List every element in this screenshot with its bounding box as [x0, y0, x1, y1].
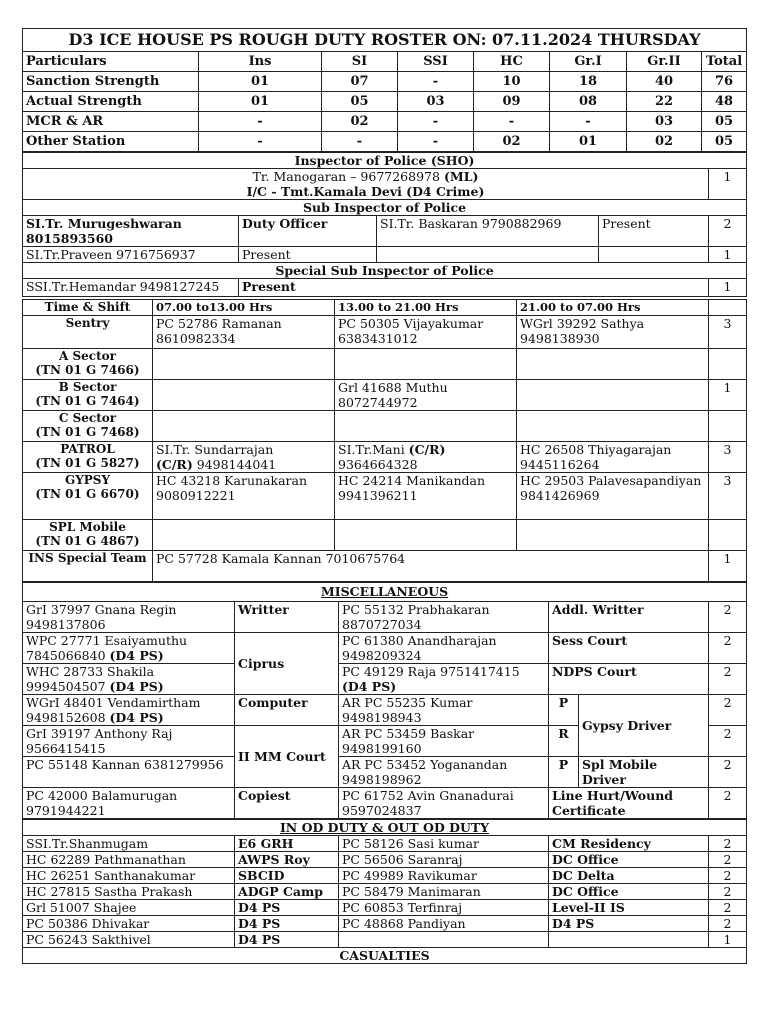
strength-header: Particulars	[23, 52, 199, 72]
ssi-name: SSI.Tr.Hemandar 9498127245	[23, 279, 239, 297]
od-duty: D4 PS	[235, 932, 339, 948]
shift-table	[22, 299, 747, 582]
misc-tag: (D4 PS)	[109, 648, 164, 663]
od-cell: HC 26251 Santhanakumar	[23, 868, 235, 884]
ssi-heading: Special Sub Inspector of Police	[23, 263, 747, 279]
shift-count: 3	[709, 442, 747, 473]
misc-heading: MISCELLANEOUS	[23, 583, 747, 602]
od-cell: PC 49989 Ravikumar	[339, 868, 549, 884]
misc-cell: AR PC 53452 Yoganandan 9498198962	[339, 757, 549, 788]
sector-vehicle: (TN 01 G 7468)	[35, 425, 140, 439]
sho-cell	[23, 169, 709, 200]
sector-vehicle: (TN 01 G 7464)	[35, 394, 140, 408]
shift-label	[23, 520, 153, 551]
spl-mobile-vehicle: (TN 01 G 4867)	[35, 534, 140, 548]
misc-duty: Line Hurt/Wound Certificate	[549, 788, 709, 819]
shift-cell: HC 26508 Thiyagarajan 9445116264	[517, 442, 709, 473]
patrol-vehicle: (TN 01 G 5827)	[35, 456, 140, 470]
misc-cell	[23, 633, 235, 664]
personnel-table	[22, 152, 747, 297]
misc-count: 2	[709, 726, 747, 757]
si-status: Present	[239, 247, 377, 263]
si-status: Present	[599, 216, 709, 247]
shift-cell: PC 50305 Vijayakumar 6383431012	[335, 316, 517, 349]
od-row	[23, 884, 747, 900]
od-cell: Grl 51007 Shajee	[23, 900, 235, 916]
od-cell: PC 56243 Sakthivel	[23, 932, 235, 948]
misc-cell: GrI 39197 Anthony Raj 9566415415	[23, 726, 235, 757]
misc-duty-letter: P	[549, 695, 579, 726]
strength-cell: 07	[322, 72, 398, 92]
od-duty: SBCID	[235, 868, 339, 884]
shift-row-a-sector	[23, 349, 747, 380]
empty-cell	[709, 520, 747, 551]
strength-cell: 10	[474, 72, 550, 92]
misc-table	[22, 582, 747, 819]
officer-name: SI.Tr.Mani	[338, 442, 405, 457]
strength-header: Ins	[199, 52, 322, 72]
od-row	[23, 916, 747, 932]
od-cell: HC 27815 Sastha Prakash	[23, 884, 235, 900]
officer-phone: 9364664328	[338, 457, 418, 472]
misc-duty: NDPS Court	[549, 664, 709, 695]
strength-header: HC	[474, 52, 550, 72]
shift-header: 21.00 to 07.00 Hrs	[517, 300, 709, 316]
empty-cell	[335, 411, 517, 442]
spl-mobile-name: SPL Mobile	[49, 520, 126, 534]
si-row	[23, 216, 747, 247]
od-count: 2	[709, 900, 747, 916]
shift-cell	[153, 442, 335, 473]
empty-cell	[517, 380, 709, 411]
shift-cell	[335, 442, 517, 473]
strength-cell: Other Station	[23, 132, 199, 152]
od-duty: CM Residency	[549, 836, 709, 852]
misc-tag: (D4 PS)	[342, 679, 397, 694]
strength-cell: 02	[474, 132, 550, 152]
od-heading: IN OD DUTY & OUT OD DUTY	[23, 820, 747, 836]
misc-row	[23, 788, 747, 819]
misc-cell: PC 42000 Balamurugan 9791944221	[23, 788, 235, 819]
misc-tag: (D4 PS)	[109, 710, 164, 725]
strength-cell: 02	[627, 132, 702, 152]
od-duty: DC Office	[549, 884, 709, 900]
shift-header: 13.00 to 21.00 Hrs	[335, 300, 517, 316]
od-row	[23, 868, 747, 884]
duty-roster	[22, 28, 746, 964]
misc-cell: PC 61752 Avin Gnanadurai 9597024837	[339, 788, 549, 819]
shift-cell: PC 52786 Ramanan 8610982334	[153, 316, 335, 349]
strength-cell: 05	[702, 112, 747, 132]
shift-row-patrol	[23, 442, 747, 473]
sho-row	[23, 169, 747, 200]
strength-header-row	[23, 52, 747, 72]
roster-title: D3 ICE HOUSE PS ROUGH DUTY ROSTER ON: 07.11.2024 THURSDAY	[23, 29, 747, 52]
si-name: SI.Tr. Murugeshwaran 8015893560	[23, 216, 239, 247]
misc-count: 2	[709, 664, 747, 695]
od-cell: SSI.Tr.Shanmugam	[23, 836, 235, 852]
ssi-status: Present	[239, 279, 709, 297]
empty-cell	[153, 411, 335, 442]
misc-name: WHC 28733 Shakila 9994504507	[26, 664, 155, 694]
officer-phone: 9498144041	[196, 457, 277, 472]
si-count: 1	[709, 247, 747, 263]
misc-cell: GrI 37997 Gnana Regin 9498137806	[23, 602, 235, 633]
strength-cell: -	[398, 72, 474, 92]
sector-vehicle: (TN 01 G 7466)	[35, 363, 140, 377]
od-cell: PC 56506 Saranraj	[339, 852, 549, 868]
shift-count: 3	[709, 473, 747, 520]
shift-cell: HC 29503 Palavesapandiyan 9841426969	[517, 473, 709, 520]
strength-cell: 05	[702, 132, 747, 152]
misc-row	[23, 633, 747, 664]
si-role: Duty Officer	[239, 216, 377, 247]
od-count: 2	[709, 836, 747, 852]
misc-duty: Gypsy Driver	[579, 695, 709, 757]
od-cell	[339, 932, 549, 948]
misc-count: 2	[709, 695, 747, 726]
shift-header: 07.00 to13.00 Hrs	[153, 300, 335, 316]
strength-header: SI	[322, 52, 398, 72]
shift-row-ins-special	[23, 551, 747, 582]
strength-cell: 22	[627, 92, 702, 112]
od-duty: D4 PS	[235, 916, 339, 932]
empty-cell	[517, 520, 709, 551]
misc-cell: AR PC 53459 Baskar 9498199160	[339, 726, 549, 757]
od-duty	[549, 932, 709, 948]
shift-cell: HC 43218 Karunakaran 9080912221	[153, 473, 335, 520]
od-duty: DC Delta	[549, 868, 709, 884]
empty-cell	[517, 411, 709, 442]
strength-cell: 05	[322, 92, 398, 112]
shift-row-c-sector	[23, 411, 747, 442]
si-name: SI.Tr.Praveen 9716756937	[23, 247, 239, 263]
shift-label	[23, 473, 153, 520]
od-duty: E6 GRH	[235, 836, 339, 852]
misc-count: 2	[709, 633, 747, 664]
strength-row	[23, 72, 747, 92]
strength-cell: 02	[322, 112, 398, 132]
strength-cell: Sanction Strength	[23, 72, 199, 92]
strength-header: Total	[702, 52, 747, 72]
empty-cell	[335, 520, 517, 551]
misc-cell	[23, 664, 235, 695]
od-duty: D4 PS	[235, 900, 339, 916]
sector-name: B Sector	[58, 380, 117, 394]
sho-count: 1	[709, 169, 747, 200]
od-row	[23, 836, 747, 852]
strength-cell: 03	[627, 112, 702, 132]
strength-cell: 09	[474, 92, 550, 112]
empty-cell	[709, 300, 747, 316]
shift-label	[23, 380, 153, 411]
od-cell: PC 48868 Pandiyan	[339, 916, 549, 932]
od-row	[23, 852, 747, 868]
misc-duty-letter: R	[549, 726, 579, 757]
empty-cell	[517, 349, 709, 380]
empty-cell	[599, 247, 709, 263]
casualties-heading: CASUALTIES	[23, 948, 747, 964]
strength-row	[23, 92, 747, 112]
patrol-name: PATROL	[60, 442, 115, 456]
shift-cell: WGrl 39292 Sathya 9498138930	[517, 316, 709, 349]
strength-row	[23, 132, 747, 152]
misc-duty: Writter	[235, 602, 339, 633]
strength-cell: -	[199, 132, 322, 152]
shift-cell: Grl 41688 Muthu 8072744972	[335, 380, 517, 411]
od-cell: PC 50386 Dhivakar	[23, 916, 235, 932]
misc-cell: PC 55148 Kannan 6381279956	[23, 757, 235, 788]
sho-leave-tag: (ML)	[443, 169, 479, 184]
od-count: 2	[709, 884, 747, 900]
shift-header-row	[23, 300, 747, 316]
strength-cell: 08	[550, 92, 627, 112]
shift-row-sentry	[23, 316, 747, 349]
officer-tag: (C/R)	[156, 457, 193, 472]
misc-name: PC 49129 Raja 9751417415	[342, 664, 520, 679]
shift-count: 1	[709, 551, 747, 582]
misc-count: 2	[709, 602, 747, 633]
strength-table	[22, 28, 747, 152]
strength-cell: -	[474, 112, 550, 132]
strength-header: Gr.II	[627, 52, 702, 72]
od-cell: HC 62289 Pathmanathan	[23, 852, 235, 868]
shift-label: INS Special Team	[23, 551, 153, 582]
strength-cell: 48	[702, 92, 747, 112]
misc-duty: Copiest	[235, 788, 339, 819]
misc-cell	[339, 664, 549, 695]
strength-cell: 40	[627, 72, 702, 92]
od-duty: ADGP Camp	[235, 884, 339, 900]
strength-header: SSI	[398, 52, 474, 72]
strength-cell: -	[398, 132, 474, 152]
strength-cell: 03	[398, 92, 474, 112]
od-duty: D4 PS	[549, 916, 709, 932]
strength-cell: Actual Strength	[23, 92, 199, 112]
od-row	[23, 932, 747, 948]
gypsy-vehicle: (TN 01 G 6670)	[35, 487, 140, 501]
shift-cell: HC 24214 Manikandan 9941396211	[335, 473, 517, 520]
sho-heading: Inspector of Police (SHO)	[23, 153, 747, 169]
empty-cell	[153, 520, 335, 551]
empty-cell	[709, 411, 747, 442]
empty-cell	[377, 247, 599, 263]
shift-count: 3	[709, 316, 747, 349]
od-duty: DC Office	[549, 852, 709, 868]
misc-cell: AR PC 55235 Kumar 9498198943	[339, 695, 549, 726]
shift-label	[23, 411, 153, 442]
ssi-count: 1	[709, 279, 747, 297]
sho-name: Tr. Manogaran – 9677268978	[252, 169, 440, 184]
misc-row	[23, 757, 747, 788]
strength-cell: -	[398, 112, 474, 132]
misc-count: 2	[709, 757, 747, 788]
si-heading: Sub Inspector of Police	[23, 200, 747, 216]
misc-cell: PC 61380 Anandharajan 9498209324	[339, 633, 549, 664]
officer-name: SI.Tr. Sundarrajan	[156, 442, 274, 457]
shift-count: 1	[709, 380, 747, 411]
shift-label	[23, 442, 153, 473]
misc-duty-letter: P	[549, 757, 579, 788]
od-table	[22, 819, 747, 964]
shift-header: Time & Shift	[23, 300, 153, 316]
misc-duty: Computer	[235, 695, 339, 726]
misc-name: WGrI 48401 Vendamirtham 9498152608	[26, 695, 201, 725]
si-row	[23, 247, 747, 263]
misc-tag: (D4 PS)	[109, 679, 164, 694]
strength-row	[23, 112, 747, 132]
misc-duty: Spl Mobile Driver	[579, 757, 709, 788]
shift-label: Sentry	[23, 316, 153, 349]
od-row	[23, 900, 747, 916]
misc-row	[23, 664, 747, 695]
od-count: 2	[709, 852, 747, 868]
gypsy-name: GYPSY	[64, 473, 111, 487]
misc-cell: PC 55132 Prabhakaran 8870727034	[339, 602, 549, 633]
misc-name: WPC 27771 Esaiyamuthu 7845066840	[26, 633, 188, 663]
empty-cell	[153, 380, 335, 411]
od-cell: PC 60853 Terfinraj	[339, 900, 549, 916]
strength-cell: -	[322, 132, 398, 152]
shift-label	[23, 349, 153, 380]
shift-row-spl-mobile	[23, 520, 747, 551]
misc-row	[23, 695, 747, 726]
empty-cell	[335, 349, 517, 380]
shift-row-gypsy	[23, 473, 747, 520]
ssi-row	[23, 279, 747, 297]
od-duty: AWPS Roy	[235, 852, 339, 868]
strength-cell: 76	[702, 72, 747, 92]
si-name-2: SI.Tr. Baskaran 9790882969	[377, 216, 599, 247]
od-cell: PC 58126 Sasi kumar	[339, 836, 549, 852]
strength-cell: MCR & AR	[23, 112, 199, 132]
od-count: 2	[709, 868, 747, 884]
od-duty: Level-II IS	[549, 900, 709, 916]
empty-cell	[709, 349, 747, 380]
od-count: 1	[709, 932, 747, 948]
strength-cell: -	[199, 112, 322, 132]
strength-cell: 18	[550, 72, 627, 92]
misc-row	[23, 602, 747, 633]
strength-cell: 01	[199, 72, 322, 92]
od-cell: PC 58479 Manimaran	[339, 884, 549, 900]
officer-tag: (C/R)	[408, 442, 446, 457]
empty-cell	[153, 349, 335, 380]
od-count: 2	[709, 916, 747, 932]
si-count: 2	[709, 216, 747, 247]
strength-header: Gr.I	[550, 52, 627, 72]
misc-duty: II MM Court	[235, 726, 339, 788]
sho-incharge: I/C - Tmt.Kamala Devi (D4 Crime)	[246, 184, 485, 199]
shift-row-b-sector	[23, 380, 747, 411]
misc-count: 2	[709, 788, 747, 819]
strength-cell: -	[550, 112, 627, 132]
misc-cell	[23, 695, 235, 726]
shift-cell: PC 57728 Kamala Kannan 7010675764	[153, 551, 709, 582]
misc-duty: Ciprus	[235, 633, 339, 695]
sector-name: C Sector	[58, 411, 117, 425]
strength-cell: 01	[550, 132, 627, 152]
strength-cell: 01	[199, 92, 322, 112]
sector-name: A Sector	[59, 349, 116, 363]
misc-duty: Sess Court	[549, 633, 709, 664]
misc-duty: Addl. Writter	[549, 602, 709, 633]
